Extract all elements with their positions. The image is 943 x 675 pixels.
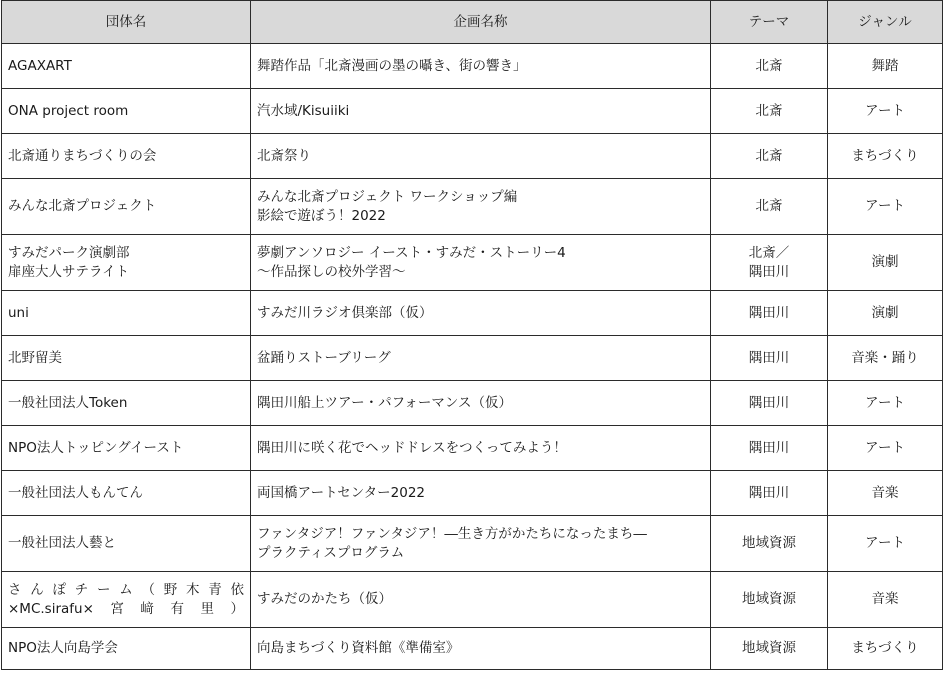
cell-theme: 隅田川 (711, 471, 828, 516)
cell-org: NPO法人トッピングイースト (2, 426, 251, 471)
table-row (2, 44, 943, 89)
cell-genre: まちづくり (828, 628, 943, 670)
cell-theme: 北斎 (711, 89, 828, 134)
cell-genre: 舞踏 (828, 44, 943, 89)
cell-genre: 音楽 (828, 572, 943, 628)
cell-genre: 音楽 (828, 471, 943, 516)
table-row (2, 426, 943, 471)
cell-org: ONA project room (2, 89, 251, 134)
cell-theme: 地域資源 (711, 572, 828, 628)
cell-org: AGAXART (2, 44, 251, 89)
cell-title: 舞踏作品「北斎漫画の墨の囁き、街の響き」 (251, 44, 711, 89)
cell-theme: 隅田川 (711, 426, 828, 471)
cell-genre: 音楽・踊り (828, 336, 943, 381)
cell-title: すみだのかたち（仮） (251, 572, 711, 628)
header-row (2, 1, 943, 44)
table-row (2, 179, 943, 235)
cell-org: 一般社団法人Token (2, 381, 251, 426)
cell-theme: 北斎 (711, 179, 828, 235)
cell-genre: まちづくり (828, 134, 943, 179)
cell-org: みんな北斎プロジェクト (2, 179, 251, 235)
header-genre: ジャンル (828, 1, 943, 44)
cell-title: 隅田川に咲く花でヘッドドレスをつくってみよう！ (251, 426, 711, 471)
cell-org: 一般社団法人もんてん (2, 471, 251, 516)
cell-org: さんぽチーム（野木青依 ×MC.sirafu×宮﨑有里） (2, 572, 251, 628)
cell-genre: アート (828, 426, 943, 471)
header-theme: テーマ (711, 1, 828, 44)
cell-title: みんな北斎プロジェクト ワークショップ編 影絵で遊ぼう！2022 (251, 179, 711, 235)
table-row (2, 471, 943, 516)
table-row (2, 291, 943, 336)
table-row (2, 89, 943, 134)
cell-genre: アート (828, 179, 943, 235)
cell-org: 一般社団法人藝と (2, 516, 251, 572)
header-title: 企画名称 (251, 1, 711, 44)
cell-title: 夢劇アンソロジー イースト・すみだ・ストーリー4 ～作品探しの校外学習～ (251, 235, 711, 291)
cell-theme: 北斎 (711, 44, 828, 89)
projects-table (1, 0, 943, 670)
cell-theme: 北斎 (711, 134, 828, 179)
cell-title: 隅田川船上ツアー・パフォーマンス（仮） (251, 381, 711, 426)
cell-theme: 地域資源 (711, 516, 828, 572)
header-org: 団体名 (2, 1, 251, 44)
cell-genre: アート (828, 381, 943, 426)
cell-title: ファンタジア！ファンタジア！―生き方がかたちになったまち― プラクティスプログラム (251, 516, 711, 572)
cell-title: 両国橋アートセンター2022 (251, 471, 711, 516)
table-row (2, 381, 943, 426)
cell-theme: 地域資源 (711, 628, 828, 670)
cell-org: すみだパーク演劇部 扉座大人サテライト (2, 235, 251, 291)
cell-genre: 演劇 (828, 235, 943, 291)
cell-theme: 隅田川 (711, 291, 828, 336)
table-row (2, 235, 943, 291)
table-row (2, 572, 943, 628)
cell-org: NPO法人向島学会 (2, 628, 251, 670)
cell-title: 汽水域/Kisuiiki (251, 89, 711, 134)
cell-title: すみだ川ラジオ倶楽部（仮） (251, 291, 711, 336)
cell-org: 北野留美 (2, 336, 251, 381)
cell-genre: アート (828, 516, 943, 572)
cell-org: 北斎通りまちづくりの会 (2, 134, 251, 179)
cell-org: uni (2, 291, 251, 336)
cell-title: 北斎祭り (251, 134, 711, 179)
cell-theme: 隅田川 (711, 381, 828, 426)
cell-genre: 演劇 (828, 291, 943, 336)
table-row (2, 516, 943, 572)
table-row (2, 134, 943, 179)
cell-genre: アート (828, 89, 943, 134)
table-row (2, 628, 943, 670)
cell-theme: 北斎／ 隅田川 (711, 235, 828, 291)
cell-title: 盆踊りストーブリーグ (251, 336, 711, 381)
cell-theme: 隅田川 (711, 336, 828, 381)
cell-title: 向島まちづくり資料館《準備室》 (251, 628, 711, 670)
table-row (2, 336, 943, 381)
